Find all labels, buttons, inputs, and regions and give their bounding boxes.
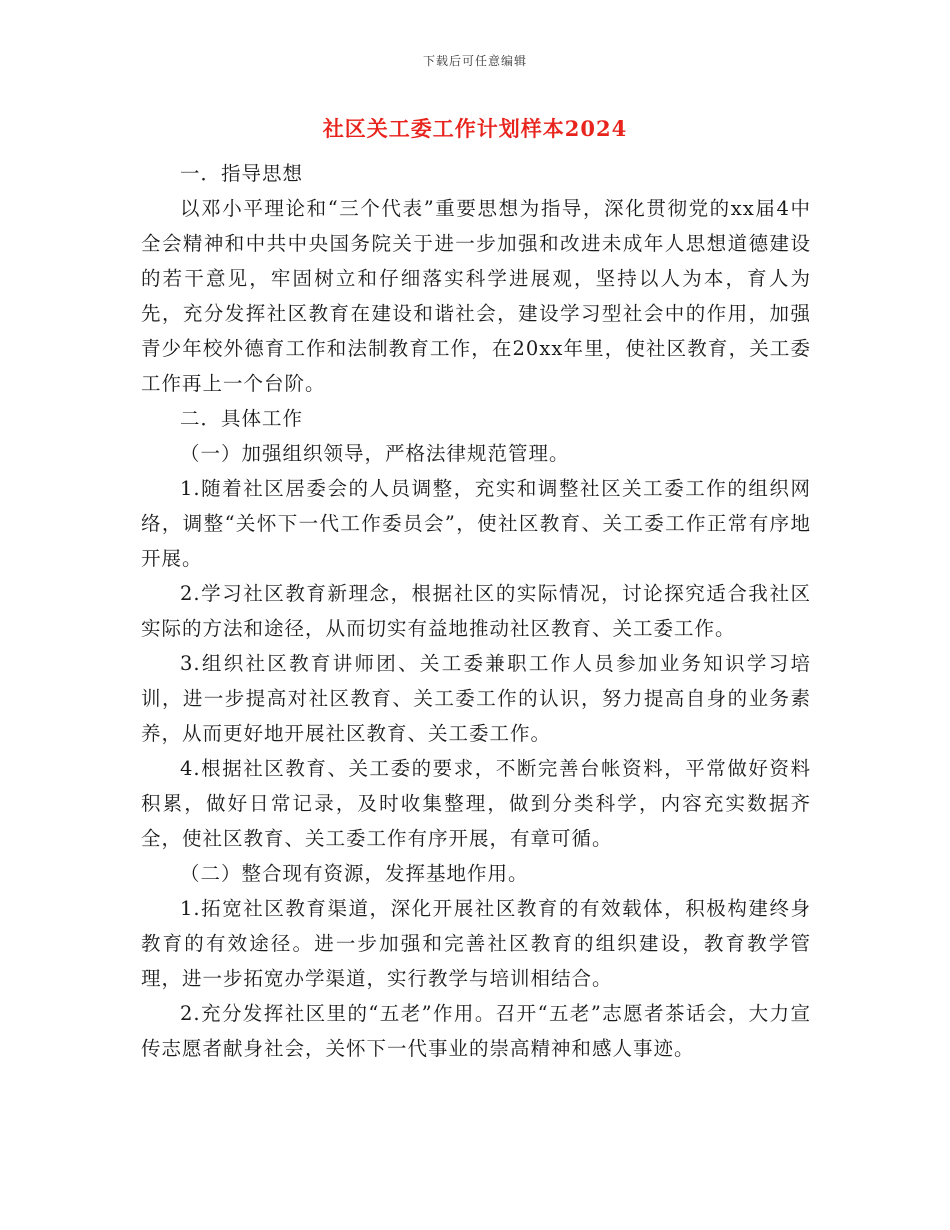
paragraph-item-2: 2.学习社区教育新理念，根据社区的实际情况，讨论探究适合我社区实际的方法和途径，从而切实有益地推动社区教育、关工委工作。 [141, 582, 811, 640]
section-heading-guiding-ideology: 一．指导思想 [180, 162, 304, 185]
paragraph-item-3: 3.组织社区教育讲师团、关工委兼职工作人员参加业务知识学习培训，进一步提高对社区教育、关工委工作的认识，努力提高自身的业务素养，从而更好地开展社区教育、关工委工作。 [141, 652, 811, 745]
document-body [141, 156, 811, 1066]
section-heading-specific-work: 二．具体工作 [180, 407, 304, 430]
subsection-heading-organization: （一）加强组织领导，严格法律规范管理。 [180, 442, 570, 465]
paragraph-item-5: 1.拓宽社区教育渠道，深化开展社区教育的有效载体，积极构建终身教育的有效途径。进一步加强和完善社区教育的组织建设，教育教学管理，进一步拓宽办学渠道，实行教学与培训相结合。 [141, 897, 811, 990]
header-note: 下载后可任意编辑 [422, 54, 527, 68]
subsection-heading-resources: （二）整合现有资源，发挥基地作用。 [180, 862, 529, 885]
paragraph-item-1: 1.随着社区居委会的人员调整，充实和调整社区关工委工作的组织网络，调整“关怀下一代工作委员会”，使社区教育、关工委工作正常有序地开展。 [141, 477, 811, 570]
paragraph-item-6: 2.充分发挥社区里的“五老”作用。召开“五老”志愿者茶话会，大力宣传志愿者献身社会，关怀下一代事业的崇高精神和感人事迹。 [141, 1002, 811, 1060]
paragraph-guiding-ideology: 以邓小平理论和“三个代表”重要思想为指导，深化贯彻党的xx届4中全会精神和中共中央国务院关于进一步加强和改进未成年人思想道德建设的若干意见，牢固树立和仔细落实科学进展观，坚持以人为本，育人为先，充分发挥社区教育在建设和谐社会，建设学习型社会中的作用，加强青少年校外德育工作和法制教育工作，在20xx年里，使社区教育，关工委工作再上一个台阶。 [141, 197, 811, 395]
paragraph-item-4: 4.根据社区教育、关工委的要求，不断完善台帐资料，平常做好资料积累，做好日常记录，及时收集整理，做到分类科学，内容充实数据齐全，使社区教育、关工委工作有序开展，有章可循。 [141, 757, 811, 850]
document-title: 社区关工委工作计划样本2024 [322, 116, 628, 141]
